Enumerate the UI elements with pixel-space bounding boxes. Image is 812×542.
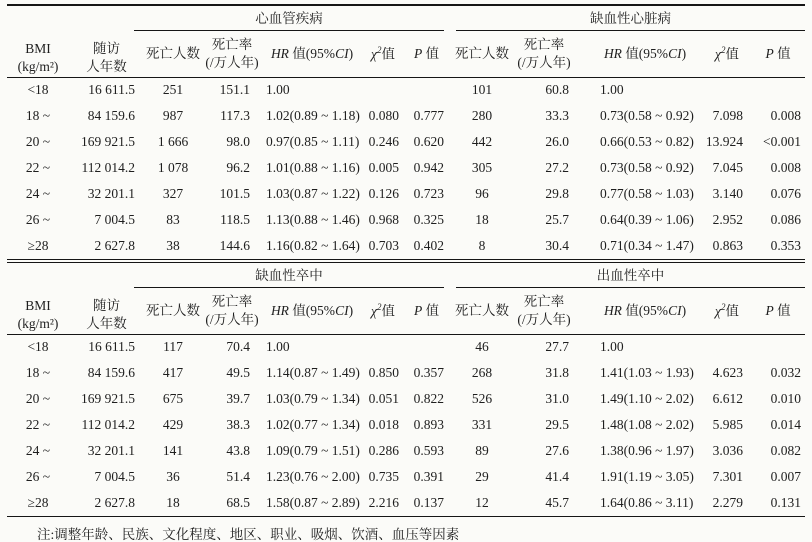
person-years-header-line2: 人年数 [86,59,127,75]
deaths-header-label: 死亡人数 [146,302,200,318]
hr-close-paren: ) [681,302,687,318]
deaths-cell: 96 [475,186,489,201]
hazard-ratio-cell: 0.64(0.39 ~ 1.06) [600,212,694,227]
hazard-ratio-cell: 1.13(0.88 ~ 1.46) [266,212,360,227]
hazard-ratio-cell: 1.00 [266,339,290,355]
person-years-cell: 2 627.8 [94,494,135,510]
bmi-header-line2: (kg/m²) [17,59,59,75]
column-header-p-value [751,31,805,77]
hazard-ratio-cell: 1.48(1.08 ~ 2.02) [600,417,694,432]
column-header-p-value [404,31,449,77]
hazard-ratio-cell: 0.73(0.58 ~ 0.92) [600,108,694,123]
hazard-ratio-cell: 1.49(1.10 ~ 2.02) [600,391,694,406]
disease-group-label: 缺血性心脏病 [590,11,672,26]
person-years-cell: 16 611.5 [88,82,135,98]
person-years-cell: 7 004.5 [94,469,135,484]
bmi-range-cell: 18 ~ [25,108,51,123]
chi-square-cell: 0.863 [712,237,743,253]
deaths-header-label: 死亡人数 [455,45,509,61]
deaths-header-label: 死亡人数 [146,45,200,61]
mortality-rate-cell: 27.7 [545,339,569,355]
chi-square-exponent: 2 [376,44,382,55]
ci-abbrev-label: CI [668,45,682,61]
mortality-rate-cell: 70.4 [226,339,250,355]
p-value-cell: 0.325 [413,212,444,227]
deaths-cell: 280 [471,108,493,123]
column-header-mortality-rate [515,288,573,334]
chi-symbol-label: χ [715,303,721,319]
rate-header-line1: 死亡率 [211,293,253,309]
mortality-rate-cell: 68.5 [226,494,250,510]
column-header-hazard-ratio [573,288,703,334]
mortality-rate-cell: 98.0 [226,134,250,149]
person-years-cell: 169 921.5 [81,391,135,406]
hazard-ratio-cell: 1.00 [600,339,624,355]
bmi-range-cell: ≥28 [27,237,49,253]
p-value-cell: 0.008 [770,160,802,175]
disease-group-header-left [144,5,449,31]
p-value-cell: 0.822 [413,391,444,406]
hr-abbrev-label: HR [270,45,289,61]
column-header-p-value [404,288,449,334]
chi-value-label: 值 [381,46,395,62]
deaths-cell: 417 [162,365,184,380]
hazard-ratio-cell: 1.41(1.03 ~ 1.93) [600,365,694,380]
bmi-range-cell: 20 ~ [25,391,51,406]
p-value-cell: 0.353 [770,237,802,253]
person-years-header-line1: 随访 [93,41,120,57]
mortality-rate-cell: 31.8 [545,365,569,380]
chi-square-cell: 2.952 [712,212,743,227]
hazard-ratio-cell: 1.38(0.96 ~ 1.97) [600,443,694,458]
column-header-person-years [69,262,144,334]
disease-group-header-left [144,262,449,288]
mortality-table-section-1 [7,4,805,260]
mortality-rate-cell: 25.7 [545,212,569,227]
column-header-deaths [144,31,202,77]
deaths-cell: 442 [471,134,493,149]
hazard-ratio-cell: 1.02(0.77 ~ 1.34) [266,417,360,432]
chi-square-exponent: 2 [720,44,726,55]
hr-value-label: 值(95% [288,45,336,61]
column-header-mortality-rate [202,31,262,77]
table-row [7,334,805,360]
chi-value-label: 值 [381,303,395,319]
deaths-cell: 268 [471,365,493,380]
p-value-label: 值 [773,45,791,61]
column-header-chi-square [362,288,404,334]
column-header-p-value [751,288,805,334]
mortality-rate-cell: 26.0 [545,134,569,149]
table-row [7,464,805,490]
chi-square-cell [362,77,404,103]
chi-square-cell: 7.098 [712,108,743,123]
hazard-ratio-cell: 1.03(0.87 ~ 1.22) [266,186,360,201]
deaths-cell: 83 [166,212,180,227]
mortality-rate-cell: 27.6 [545,443,569,458]
hr-abbrev-label: HR [270,302,289,318]
column-header-hazard-ratio [573,31,703,77]
bmi-header-line1: BMI [25,298,51,314]
chi-square-cell: 0.246 [368,134,399,149]
p-value-cell: 0.086 [770,212,802,227]
p-symbol-label: P [765,302,774,318]
disease-group-label: 心血管疾病 [255,11,323,26]
chi-value-label: 值 [725,303,739,319]
p-value-cell [404,77,449,103]
hazard-ratio-cell: 1.16(0.82 ~ 1.64) [266,237,360,253]
deaths-cell: 8 [478,237,486,253]
person-years-cell: 7 004.5 [94,212,135,227]
chi-value-label: 值 [725,46,739,62]
deaths-cell: 327 [162,186,184,201]
deaths-cell: 987 [162,108,184,123]
hr-close-paren: ) [348,45,354,61]
p-value-cell: 0.391 [413,469,444,484]
person-years-cell: 112 014.2 [81,417,135,432]
deaths-cell: 89 [475,443,489,458]
table-row [7,360,805,386]
person-years-cell: 32 201.1 [87,443,135,458]
p-value-label: 值 [773,302,791,318]
chi-symbol-label: χ [715,46,721,62]
deaths-cell: 1 078 [157,160,189,175]
chi-square-cell [703,334,751,360]
column-header-mortality-rate [515,31,573,77]
rate-header-line2: (/万人年) [205,54,259,70]
column-header-deaths [449,288,515,334]
table-row [7,77,805,103]
chi-square-cell: 0.051 [368,391,399,406]
disease-group-label: 缺血性卒中 [255,268,323,283]
p-value-cell: <0.001 [763,134,802,149]
column-header-bmi [7,262,69,334]
disease-group-rule-left [134,263,444,288]
chi-square-cell: 0.735 [368,469,399,484]
mortality-rate-cell: 49.5 [226,365,250,380]
chi-square-exponent: 2 [376,301,382,312]
deaths-cell: 101 [471,82,493,98]
chi-square-cell: 7.301 [712,469,743,484]
deaths-cell: 251 [162,82,184,98]
hr-value-label: 值(95% [288,302,336,318]
mortality-rate-cell: 43.8 [226,443,250,458]
p-value-cell: 0.032 [770,365,802,380]
ci-abbrev-label: CI [668,302,682,318]
mortality-rate-cell: 101.5 [219,186,250,201]
p-value-cell: 0.007 [770,469,802,484]
column-header-hazard-ratio [262,31,362,77]
p-value-cell: 0.137 [413,494,444,510]
person-years-header-line2: 人年数 [86,316,127,332]
chi-square-cell: 0.080 [368,108,399,123]
hazard-ratio-cell: 1.91(1.19 ~ 3.05) [600,469,694,484]
rate-header-line2: (/万人年) [205,311,259,327]
p-symbol-label: P [413,302,423,318]
hr-value-label: 值(95% [621,45,669,61]
column-header-bmi [7,5,69,77]
chi-square-cell: 3.140 [712,186,743,201]
bmi-range-cell: 22 ~ [25,417,51,432]
p-value-label: 值 [422,302,440,318]
table-row [7,155,805,181]
hr-value-label: 值(95% [621,302,669,318]
p-value-cell: 0.893 [413,417,444,432]
deaths-cell: 18 [475,212,489,227]
rate-header-line1: 死亡率 [211,36,253,52]
chi-square-cell [362,334,404,360]
p-value-cell [751,334,805,360]
table-row [7,412,805,438]
disease-group-label: 出血性卒中 [596,268,665,283]
deaths-cell: 36 [166,469,180,484]
column-header-deaths [144,288,202,334]
ci-abbrev-label: CI [335,302,349,318]
table-row [7,386,805,412]
chi-square-cell: 0.005 [368,160,399,175]
chi-symbol-label: χ [371,303,377,319]
column-header-hazard-ratio [262,288,362,334]
hazard-ratio-cell: 0.66(0.53 ~ 0.82) [600,134,694,149]
p-symbol-label: P [413,45,423,61]
person-years-cell: 32 201.1 [87,186,135,201]
p-value-cell: 0.082 [770,443,802,458]
p-value-cell: 0.357 [413,365,444,380]
person-years-cell: 84 159.6 [87,365,135,380]
hazard-ratio-cell: 1.23(0.76 ~ 2.00) [266,469,360,484]
deaths-cell: 305 [471,160,493,175]
hazard-ratio-cell: 1.01(0.88 ~ 1.16) [266,160,360,175]
mortality-rate-cell: 144.6 [219,237,250,253]
chi-square-cell: 6.612 [712,391,743,406]
column-header-mortality-rate [202,288,262,334]
hr-close-paren: ) [348,302,354,318]
p-value-cell: 0.131 [770,494,802,510]
p-symbol-label: P [765,45,774,61]
bmi-range-cell: 24 ~ [25,186,51,201]
rate-header-line1: 死亡率 [523,36,565,52]
person-years-cell: 16 611.5 [88,339,135,355]
table-row [7,438,805,464]
hazard-ratio-cell: 1.03(0.79 ~ 1.34) [266,391,360,406]
hr-close-paren: ) [681,45,687,61]
disease-group-rule-right [456,6,805,31]
table-row [7,233,805,259]
chi-square-exponent: 2 [720,301,726,312]
group-header-row [7,262,805,288]
mortality-rate-cell: 38.3 [226,417,250,432]
mortality-rate-cell: 96.2 [226,160,250,175]
mortality-rate-cell: 118.5 [220,212,250,227]
chi-square-cell: 2.216 [368,494,399,510]
p-value-cell: 0.076 [770,186,802,201]
table-footnote: 注:调整年龄、民族、文化程度、地区、职业、吸烟、饮酒、血压等因素 [37,526,460,542]
chi-square-cell: 3.036 [712,443,743,458]
mortality-rate-cell: 27.2 [545,160,569,175]
deaths-cell: 46 [475,339,489,355]
mortality-rate-cell: 29.5 [545,417,569,432]
person-years-cell: 112 014.2 [81,160,135,175]
mortality-rate-cell: 39.7 [226,391,250,406]
person-years-cell: 84 159.6 [87,108,135,123]
chi-square-cell [703,77,751,103]
p-value-cell [404,334,449,360]
mortality-rate-cell: 51.4 [226,469,250,484]
chi-square-cell: 0.850 [368,365,399,380]
p-value-cell [751,77,805,103]
p-value-cell: 0.620 [413,134,444,149]
hazard-ratio-cell: 1.00 [600,82,624,98]
chi-square-cell: 7.045 [712,160,743,175]
disease-group-rule-right [456,263,805,288]
mortality-rate-cell: 33.3 [545,108,569,123]
hazard-ratio-cell: 0.77(0.58 ~ 1.03) [600,186,694,201]
column-header-deaths [449,31,515,77]
bmi-header-line2: (kg/m²) [17,316,59,332]
mortality-rate-cell: 45.7 [545,494,569,510]
table-row [7,181,805,207]
hazard-ratio-cell: 1.00 [266,82,290,98]
column-header-chi-square [703,31,751,77]
mortality-table-section-2 [7,262,805,517]
deaths-cell: 331 [471,417,493,432]
rate-header-line2: (/万人年) [517,54,571,70]
deaths-cell: 675 [162,391,184,406]
deaths-cell: 141 [162,443,184,458]
bmi-range-cell: ≥28 [27,494,49,510]
table-row [7,129,805,155]
chi-square-cell: 0.126 [368,186,399,201]
chi-square-cell: 0.703 [368,237,399,253]
ci-abbrev-label: CI [335,45,349,61]
person-years-header-line1: 随访 [93,298,120,314]
p-value-cell: 0.014 [770,417,802,432]
deaths-cell: 29 [475,469,489,484]
bmi-range-cell: 26 ~ [25,212,51,227]
chi-square-cell: 2.279 [712,494,743,510]
deaths-cell: 38 [166,237,180,253]
p-value-cell: 0.593 [413,443,444,458]
disease-group-header-right [449,5,805,31]
rate-header-line1: 死亡率 [523,293,565,309]
disease-group-header-right [449,262,805,288]
mortality-rate-cell: 29.8 [545,186,569,201]
bmi-range-cell: 24 ~ [25,443,51,458]
deaths-cell: 1 666 [157,134,189,149]
p-value-cell: 0.010 [770,391,802,406]
mortality-rate-cell: 151.1 [219,82,250,98]
chi-symbol-label: χ [371,46,377,62]
bmi-range-cell: 20 ~ [25,134,51,149]
mortality-rate-cell: 30.4 [545,237,569,253]
chi-square-cell: 4.623 [712,365,743,380]
person-years-cell: 169 921.5 [81,134,135,149]
disease-group-rule-left [134,6,444,31]
deaths-cell: 12 [475,494,489,510]
mortality-rate-cell: 41.4 [545,469,569,484]
group-header-row [7,5,805,31]
chi-square-cell: 13.924 [705,134,743,149]
column-header-chi-square [703,288,751,334]
p-value-cell: 0.008 [770,108,802,123]
column-header-person-years [69,5,144,77]
bmi-range-cell: 26 ~ [25,469,51,484]
hazard-ratio-cell: 0.73(0.58 ~ 0.92) [600,160,694,175]
deaths-cell: 526 [471,391,493,406]
table-sections-container [7,4,805,517]
mortality-rate-cell: 117.3 [220,108,250,123]
chi-square-cell: 0.968 [368,212,399,227]
p-value-cell: 0.942 [413,160,444,175]
hazard-ratio-cell: 1.58(0.87 ~ 2.89) [266,494,360,510]
person-years-cell: 2 627.8 [94,237,135,253]
deaths-cell: 117 [163,339,183,355]
bmi-header-line1: BMI [25,41,51,57]
column-header-chi-square [362,31,404,77]
mortality-rate-cell: 31.0 [545,391,569,406]
hr-abbrev-label: HR [603,45,622,61]
chi-square-cell: 0.018 [368,417,399,432]
hazard-ratio-cell: 1.02(0.89 ~ 1.18) [266,108,360,123]
p-value-cell: 0.777 [413,108,444,123]
hazard-ratio-cell: 0.97(0.85 ~ 1.11) [266,134,360,149]
hazard-ratio-cell: 1.09(0.79 ~ 1.51) [266,443,360,458]
p-value-cell: 0.723 [413,186,444,201]
deaths-header-label: 死亡人数 [455,302,509,318]
bmi-range-cell: 22 ~ [25,160,51,175]
table-row [7,490,805,516]
hazard-ratio-cell: 1.14(0.87 ~ 1.49) [266,365,360,380]
hazard-ratio-cell: 0.71(0.34 ~ 1.47) [600,237,694,253]
hazard-ratio-cell: 1.64(0.86 ~ 3.11) [600,494,694,510]
deaths-cell: 429 [162,417,184,432]
p-value-label: 值 [422,45,440,61]
chi-square-cell: 5.985 [712,417,743,432]
bmi-range-cell: <18 [27,339,49,355]
hr-abbrev-label: HR [603,302,622,318]
table-row [7,103,805,129]
table-row [7,207,805,233]
mortality-rate-cell: 60.8 [545,82,569,98]
rate-header-line2: (/万人年) [517,311,571,327]
bmi-range-cell: <18 [27,82,49,98]
p-value-cell: 0.402 [413,237,444,253]
deaths-cell: 18 [166,494,180,510]
chi-square-cell: 0.286 [368,443,399,458]
bmi-range-cell: 18 ~ [25,365,51,380]
